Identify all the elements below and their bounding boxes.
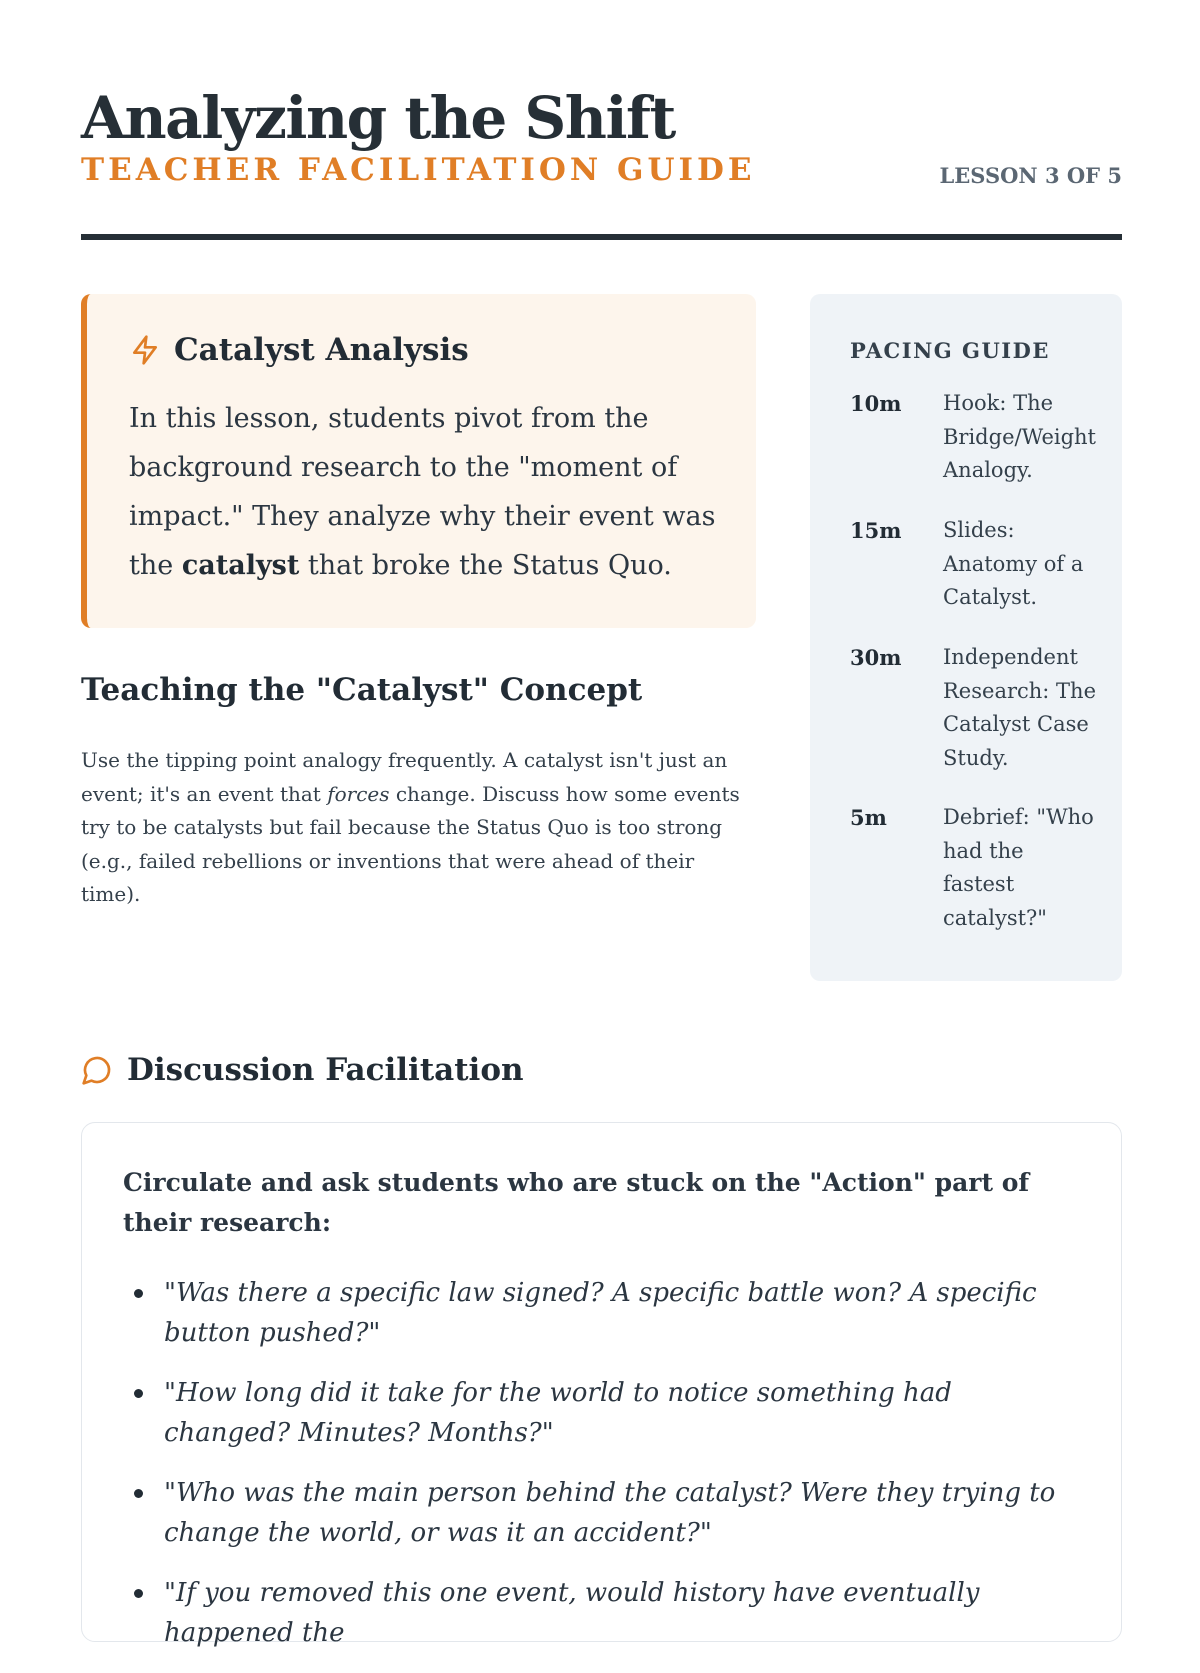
pacing-guide-title: PACING GUIDE <box>850 338 1050 363</box>
concept-text-part: change. Discuss how some events try to be catalysts but fail because the Status Quo is too strong (e.g., failed rebellions or inventions that were ahead of their time). <box>81 781 740 906</box>
discussion-questions <box>123 1273 1083 1673</box>
concept-text-part: Use the tipping point analogy frequently. A catalyst isn't just an event; it's an event that <box>81 748 728 806</box>
pacing-time: 10m <box>850 391 902 416</box>
question-text: "If you removed this one event, would history have eventually happened the <box>164 1578 980 1648</box>
question-text: "Who was the main person behind the catalyst? Were they trying to change the world, or was it an accident?" <box>164 1478 1056 1548</box>
pacing-description: Independent Research: The Catalyst Case Study. <box>943 645 1096 770</box>
catalyst-heading <box>129 332 469 368</box>
lesson-indicator: LESSON 3 OF 5 <box>939 163 1122 188</box>
catalyst-text-part: that broke the Status Quo. <box>299 550 672 581</box>
discussion-heading <box>81 1052 524 1088</box>
question-text: "How long did it take for the world to notice something had changed? Minutes? Months?" <box>164 1378 952 1448</box>
pacing-time: 30m <box>850 645 902 670</box>
list-item <box>123 1473 1083 1553</box>
catalyst-callout <box>81 294 756 628</box>
bullet-icon <box>134 1589 143 1598</box>
pacing-description: Hook: The Bridge/Weight Analogy. <box>943 391 1096 482</box>
pacing-description: Slides: Anatomy of a Catalyst. <box>943 518 1084 609</box>
concept-emphasis: forces <box>327 781 390 806</box>
catalyst-keyword: catalyst <box>181 550 300 581</box>
pacing-time: 15m <box>850 518 902 543</box>
list-item <box>123 1373 1083 1453</box>
header-divider <box>81 234 1122 240</box>
pacing-guide-panel <box>810 294 1122 981</box>
lesson-page <box>81 0 1122 1648</box>
discussion-title: Discussion Facilitation <box>127 1052 524 1088</box>
list-item <box>123 1573 1083 1653</box>
list-item <box>123 1273 1083 1353</box>
question-text: "Was there a specific law signed? A specific battle won? A specific button pushed?" <box>164 1278 1037 1348</box>
concept-text <box>81 744 749 912</box>
speech-bubble-icon <box>81 1054 113 1086</box>
discussion-card <box>81 1122 1122 1648</box>
concept-heading: Teaching the "Catalyst" Concept <box>81 672 643 708</box>
catalyst-text <box>129 394 729 590</box>
bullet-icon <box>134 1389 143 1398</box>
bullet-icon <box>134 1489 143 1498</box>
page-title: Analyzing the Shift <box>81 84 675 152</box>
catalyst-title: Catalyst Analysis <box>174 332 469 368</box>
page-header <box>81 80 1122 241</box>
catalyst-text-part: In this lesson, students pivot from the background research to the "moment of impact." They analyze why their event was the <box>129 403 716 581</box>
bullet-icon <box>134 1289 143 1298</box>
page-subtitle: TEACHER FACILITATION GUIDE <box>81 152 756 188</box>
pacing-description: Debrief: "Who had the fastest catalyst?" <box>943 805 1094 930</box>
discussion-intro: Circulate and ask students who are stuck on the "Action" part of their research: <box>123 1168 1030 1237</box>
lightning-icon <box>129 334 161 366</box>
pacing-time: 5m <box>850 805 887 830</box>
